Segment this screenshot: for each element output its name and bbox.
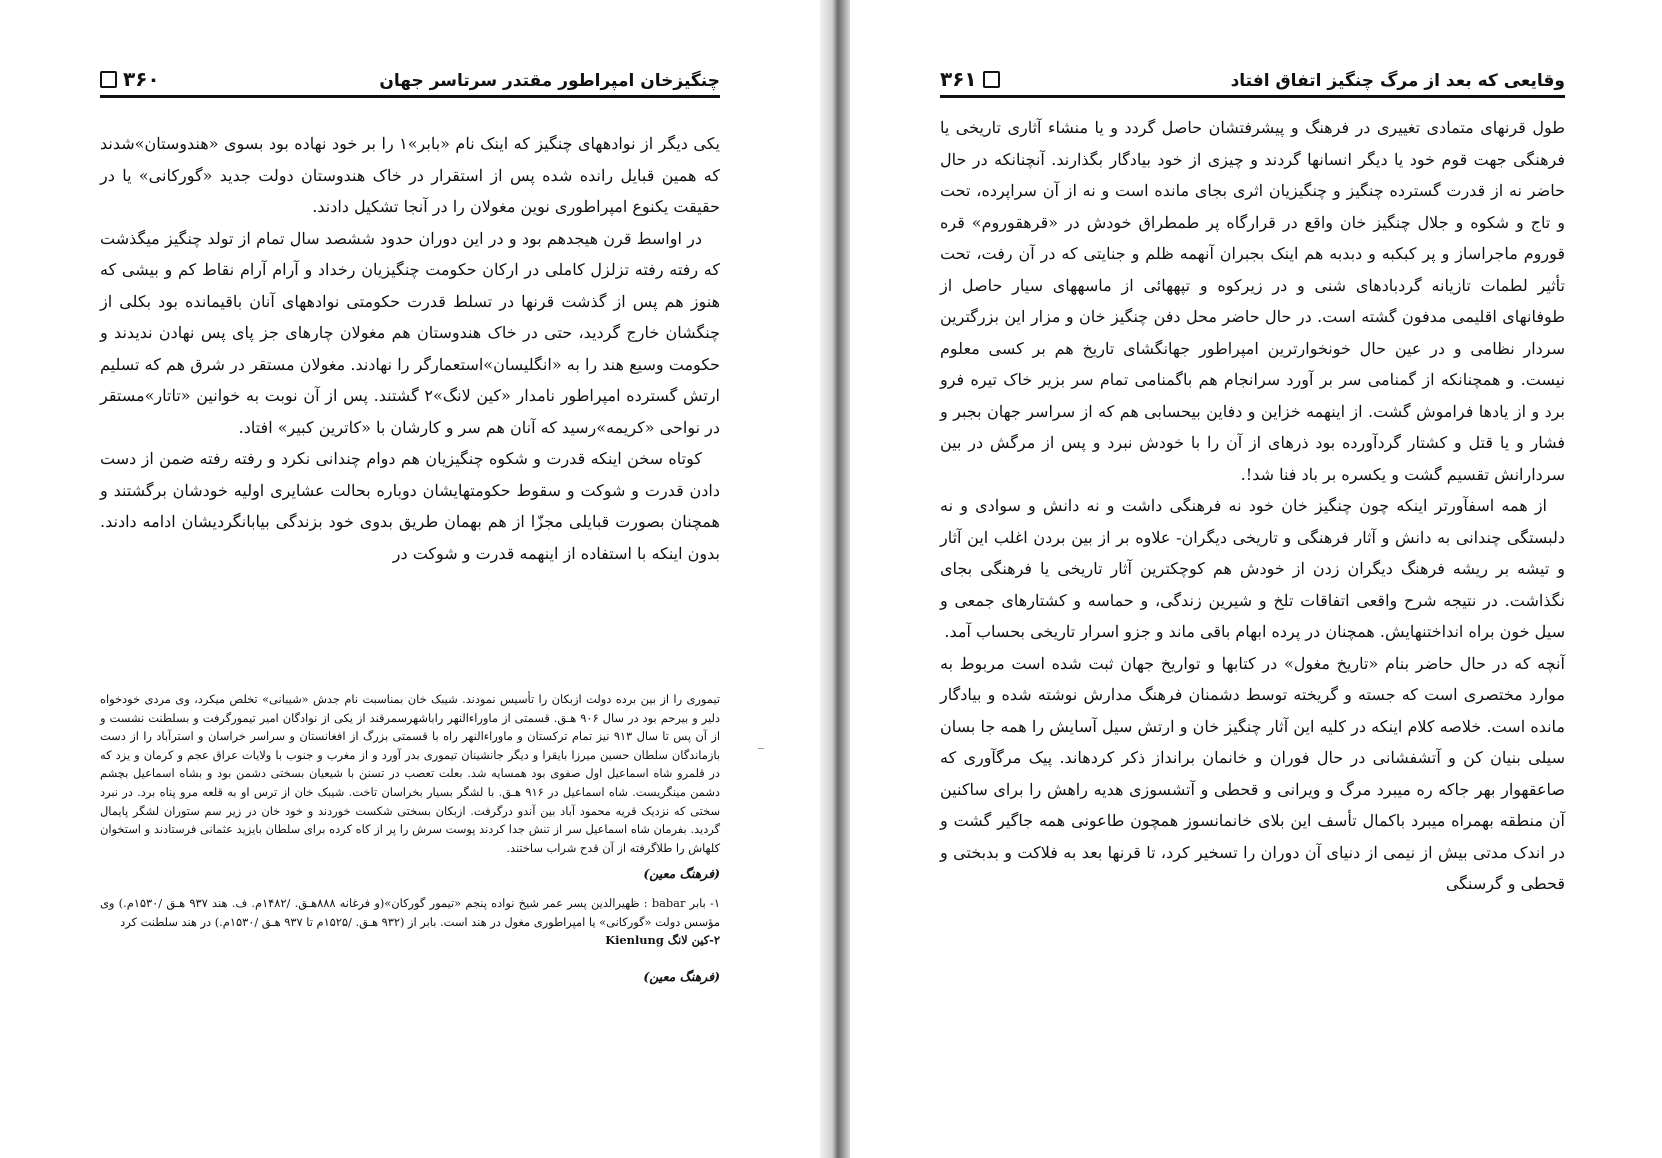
page-number-block — [940, 67, 1000, 91]
running-title: چنگیزخان امپراطور مقتدر سرتاسر جهان — [379, 71, 720, 91]
footnote-source: (فرهنگ معین) — [643, 866, 720, 882]
right-page — [850, 0, 1662, 1158]
running-head — [940, 62, 1565, 98]
paragraph: آنچه که در حال حاضر بنام «تاریخ مغول» در کتابها و تواریخ جهان ثبت شده است مربوط به موارد مختصری است که جسته و گریخته توسط دشمنان فرهنگ مدارش نوشته شده و بیادگار مانده است. خلاصه کلام اینکه در کلیه این آثار چنگیز خان و ارتش سیل آسایش را همه جا بسان سیلی بنیان کن و آتشفشانی در حال فوران و خانمان برانداز ذکر کردهاند. پیک مرگآوری که صاعقهوار بهر جاکه ره میبرد مرگ و ویرانی و قحطی و آتشسوزی هدیه راهش را برای ساکنین آن منطقه بهمراه میبرد باکمال تأسف این بلای خانمانسوز همچون طاعونی همه جاگیر گشت و در اندک مدتی بیش از نیمی از دنیای آن دوران را تسخیر کرد، تا قرنها بعد به فلاکت و بدبختی و قحطی و گرسنگی — [940, 653, 1566, 893]
running-title: وقایعی که بعد از مرگ چنگیز اتفاق افتاد — [1230, 71, 1565, 91]
square-box-icon — [983, 71, 1000, 88]
paragraph: یکی دیگر از نوادههای چنگیز که اینک نام «بابر»۱ را بر خود نهاده بود بسوی «هندوستان»شدند که همین قبایل رانده شده پس از استقرار در خاک هندوستان دولت جدید «گورکانی» یا در حقیقت یکنوع امپراطوری نوین مغولان را در آنجا تشکیل دادند. — [100, 134, 721, 216]
page-number: ۳۶۰ — [123, 67, 160, 91]
paragraph: طول قرنهای متمادی تغییری در فرهنگ و پیشرفتشان حاصل گردد و یا منشاء آثاری تاریخی یا فرهنگی جهت قوم خود یا دیگر انسانها گردند و چیزی از خود بیادگار بگذارند. آنچنانکه در حال حاضر نه از قدرت گسترده چنگیز و چنگیزیان اثری بجای مانده است و نه از آن سراپرده، تحت و تاج و شکوه و جلال چنگیز خان واقع در قرارگاه پر طمطراق خودش در «قرهقوروم» قره قوروم ماجراساز و پر کبکبه و دبدبه هم اینک بجبران آنهمه ظلم و جنایتی که در آن رفت، تحت تأثیر لطمات تازیانه گردبادهای شنی و در زیرکوه و تپههائی از ماسههای سیار حاصل از طوفانهای اقلیمی مدفون گشته است. در حال حاضر محل دفن چنگیز خان و مزار این بزرگترین سردار نظامی و در عین حال خونخوارترین امپراطور جهانگشای تاریخ هم بر کسی معلوم نیست. و همچنانکه از گمنامی سر بر آورد سرانجام هم باگمنامی تمام سر بزیر خاک تیره فرو برد و از یادها فراموش گشت. از اینهمه خزاین و دفاین بیحسابی هم که از سراسر جهان بجبر و فشار و یا قتل و کشتار گردآورده بود ذرهای از آن را با خودش نبرد و پس از مرگش در بین سردارانش تقسیم گشت و یکسره بر باد فنا شد!. — [940, 118, 1566, 484]
page-number-block — [100, 67, 160, 91]
footnote-2: ۲-کین لانگ Kienlung — [605, 933, 720, 948]
margin-mark — [758, 748, 764, 749]
page-number: ۳۶۱ — [940, 67, 977, 91]
footnote-continued: تیموری را از بین برده دولت ازبکان را تأسیس نمودند. شیبک خان بمناسبت نام جدش «شیبانی» تخلص میکرد، وی مردی خودخواه دلیر و بیرحم بود در سال ۹۰۶ هـق. قسمتی از ماوراءالنهر راباشهرسمرقند از یکی از نوادگان امیر تیمورگرفت و بسلطنت نشست و از آن پس تا سال ۹۱۳ نیز تمام ترکستان و ماوراءالنهر راه با قسمتی بزرگ از افغانستان و سراسر خراسان و استرآباد را از دست بازماندگان سلطان حسین میرزا بایقرا و دیگر جانشینان تیموری بدر آورد و از مغرب و جنوب با ولایات عراق عجم و کرمان و یزد که در قلمرو شاه اسماعیل اول صفوی بود همسایه شد. بعلت تعصب در تسنن با شیعیان بسختی دشمن بود و بشاه اسماعیل بچشم دشمن مینگریست. شاه اسماعیل در ۹۱۶ هـق. با لشگر بسیار بخراسان تاخت. شیبک خان از ترس او به قلعه مرو پناه برد. در نبرد سختی که نزدیک قریه محمود آباد بین آندو درگرفت. ازبکان بسختی شکست خوردند و خود خان در زیر سم ستوران لشگر پایمال گردید. بفرمان شاه اسماعیل سر از تنش جدا کردند پوست سرش را پر از کاه کرده برای سلطان بایزید عثمانی فرستادند و استخوان کلهاش را طلاگرفته از آن قدح شراب ساختند. — [100, 692, 720, 855]
book-gutter — [820, 0, 850, 1158]
footnote-1: ۱- بابر babar : ظهیرالدین پسر عمر شیخ نواده پنجم «تیمور گورکان»(و فرغانه ۸۸۸هـق. /۱۴۸۲م. ف. هند ۹۳۷ هـق /۱۵۳۰م.) وی مؤسس دولت «گورکانی» یا امپراطوری مغول در هند است. بابر از (۹۳۲ هـق. /۱۵۲۵م تا ۹۳۷ هـق /۱۵۳۰م.) در هند سلطنت کرد — [100, 895, 720, 929]
running-head — [100, 62, 720, 98]
paragraph: در اواسط قرن هیجدهم بود و در این دوران حدود ششصد سال تمام از تولد چنگیز میگذشت که رفته رفته تزلزل کاملی در ارکان حکومت چنگیزیان رخداد و آرام آرام نقاط کم و بیشی که هنوز هم پس از گذشت قرنها در تسلط قدرت حکومتی نوادههای آنان باقیمانده بود بکلی از چنگشان خارج گردید، حتی در خاک هندوستان هم مغولان چارهای جز پای پس نهادن ندیدند و حکومت وسیع هند را به «انگلیسان»استعمارگر را نهادند. مغولان مستقر در شرق هم که تسلیم ارتش گسترده امپراطور نامدار «کین لانگ»۲ گشتند. پس از آن نوبت به خوانین «تاتار»مستقر در نواحی «کریمه»رسید که آنان هم سر و کارشان با «کاترین کبیر» افتاد. — [100, 228, 721, 437]
paragraph: کوتاه سخن اینکه قدرت و شکوه چنگیزیان هم دوام چندانی نکرد و رفته رفته ضمن از دست دادن قدرت و شوکت و سقوط حکومتهایشان دوباره بحالت عشایری اولیه خودشان برگشتند و همچنان بصورت قبایلی مجزّا از هم بهمان طریق بدوی خود بزندگی بیابانگردیشان ادامه دادند. بدون اینکه با استفاده از اینهمه قدرت و شوکت در — [100, 449, 720, 563]
body-text — [100, 128, 720, 569]
body-text — [940, 112, 1565, 900]
left-page — [0, 0, 820, 1158]
footnote-source: (فرهنگ معین) — [643, 968, 720, 984]
paragraph: از همه اسفآورتر اینکه چون چنگیز خان خود نه فرهنگی داشت و نه دانش و سوادی و نه دلبستگی چندانی به دانش و آثار فرهنگی و تاریخی دیگران- علاوه بر از بین بردن اغلب این آثار و تیشه بر ریشه فرهنگ دیگران زدن از خودش هم کوچکترین آثار تاریخی یا فرهنگی بجای نگذاشت. در نتیجه شرح واقعی اتفاقات تلخ و شیرین زندگی، و حماسه و کشتارهای جمعی و سیل خون براه انداختنهایش. همچنان در پرده ابهام باقی ماند و جزو اسرار تاریخی بحساب آمد. — [940, 496, 1566, 641]
square-box-icon — [100, 71, 117, 88]
footnotes — [100, 690, 720, 986]
